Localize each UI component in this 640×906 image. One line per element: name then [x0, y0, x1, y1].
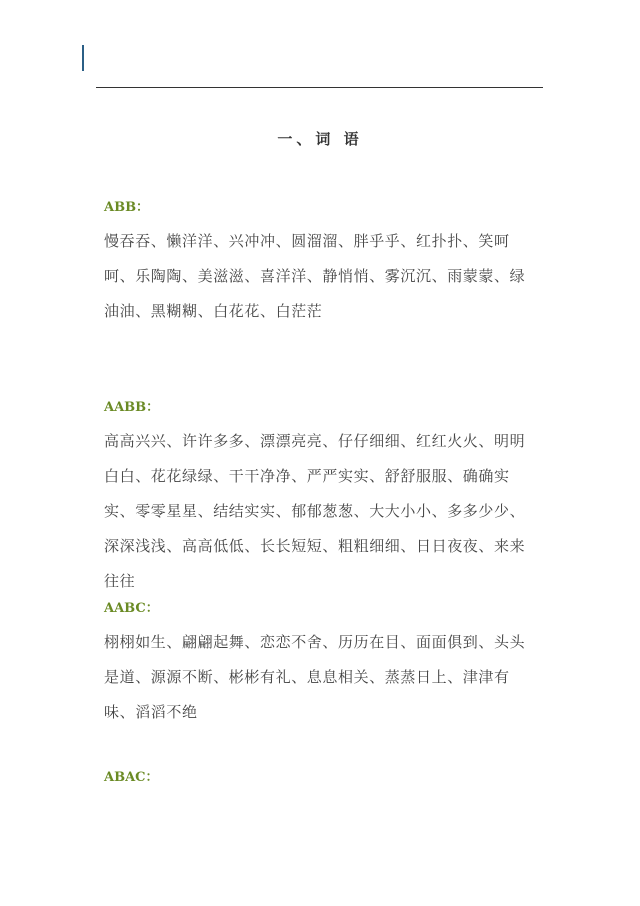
page-title: 一、词 语: [277, 130, 363, 148]
section-label: ABAC：: [104, 770, 159, 785]
section-text: 栩栩如生、翩翩起舞、恋恋不舍、历历在目、面面俱到、头头是道、源源不断、彬彬有礼、息息相关、蒸蒸日上、津津有味、滔滔不绝: [104, 633, 526, 721]
header-rule: [96, 87, 543, 88]
section-aabc: [104, 599, 540, 730]
section-aabb: [104, 398, 540, 599]
section-label: AABC：: [104, 601, 159, 616]
margin-marker: [82, 45, 84, 71]
section-label: ABB：: [104, 200, 150, 215]
section-label: AABB：: [104, 400, 160, 415]
section-text: 高高兴兴、许许多多、漂漂亮亮、仔仔细细、红红火火、明明白白、花花绿绿、干干净净、严严实实、舒舒服服、确确实实、零零星星、结结实实、郁郁葱葱、大大小小、多多少少、深深浅浅、高高低低、长长短短、粗粗细细、日日夜夜、来来往往: [104, 432, 526, 590]
section-abb: [104, 198, 540, 329]
section-abac: [104, 768, 540, 794]
section-text: 慢吞吞、懒洋洋、兴冲冲、圆溜溜、胖乎乎、红扑扑、笑呵呵、乐陶陶、美滋滋、喜洋洋、静悄悄、雾沉沉、雨蒙蒙、绿油油、黑糊糊、白花花、白茫茫: [104, 232, 526, 320]
